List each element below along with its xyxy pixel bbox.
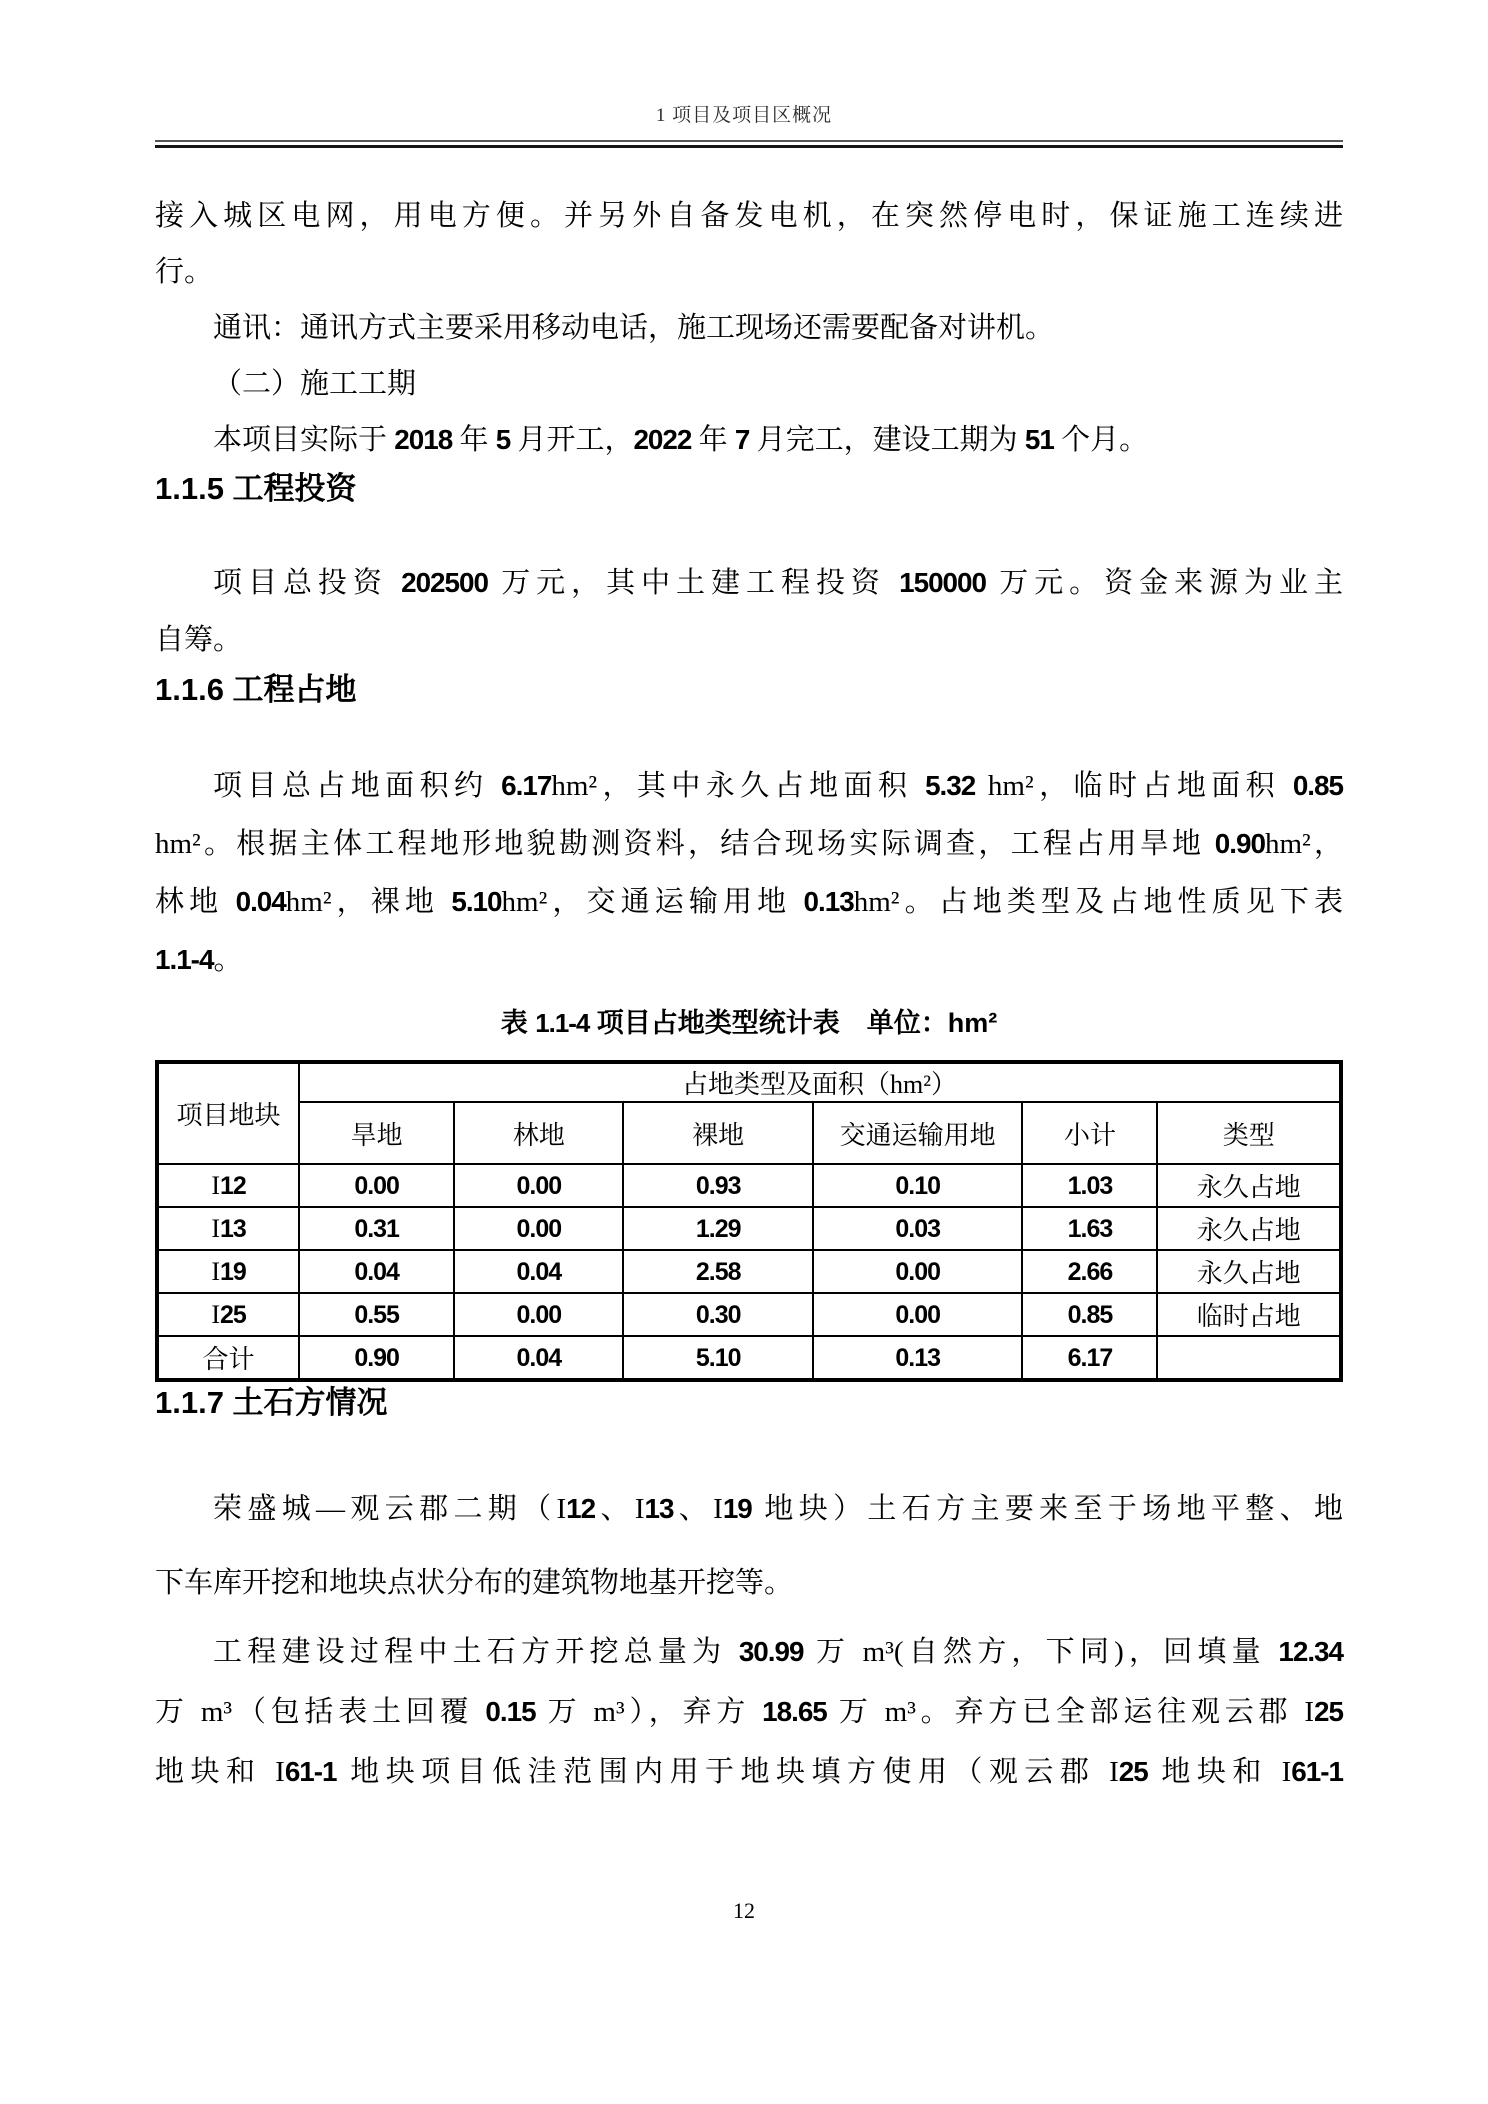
cell-forest: 0.00 — [454, 1293, 623, 1336]
cell-transport: 0.00 — [813, 1250, 1023, 1293]
cell-plot: I12 — [157, 1164, 299, 1207]
paragraph-land-occupation — [155, 757, 1343, 989]
text-line: 接入城区电网，用电方便。并另外自备发电机，在突然停电时，保证施工连续进 — [155, 200, 1343, 232]
cell-subtotal: 1.03 — [1022, 1164, 1157, 1207]
cell-plot: I25 — [157, 1293, 299, 1336]
text-line: 自筹。 — [155, 624, 243, 656]
table-row-i19 — [157, 1250, 1341, 1293]
text-line: 下车库开挖和地块点状分布的建筑物地基开挖等。 — [155, 1567, 794, 1599]
header-cell-dryland: 旱地 — [299, 1102, 454, 1164]
paragraph-investment — [155, 554, 1343, 669]
text-line-communication: 通讯：通讯方式主要采用移动电话，施工现场还需要配备对讲机。 — [213, 312, 1055, 344]
running-head-title: 1 项目及项目区概况 — [655, 105, 833, 126]
header-cell-subtotal: 小计 — [1022, 1102, 1157, 1164]
header-cell-bareland: 裸地 — [623, 1102, 812, 1164]
cell-dryland: 0.04 — [299, 1250, 454, 1293]
cell-transport: 0.10 — [813, 1164, 1023, 1207]
text-line: 地块和 I61-1 地块项目低洼范围内用于地块填方使用（观云郡 I25 地块和 I61-1 — [155, 1756, 1343, 1788]
cell-forest: 0.00 — [454, 1164, 623, 1207]
text-line-construction-period-label: （二）施工工期 — [213, 368, 417, 400]
table-header-row-1 — [157, 1062, 1341, 1102]
cell-dryland: 0.55 — [299, 1293, 454, 1336]
cell-plot: 合计 — [157, 1336, 299, 1380]
cell-type: 永久占地 — [1157, 1164, 1341, 1207]
table-row-i13 — [157, 1207, 1341, 1250]
header-cell-plot: 项目地块 — [157, 1062, 299, 1164]
table-row-i12 — [157, 1164, 1341, 1207]
header-cell-type: 类型 — [1157, 1102, 1341, 1164]
text-line: 项目总投资 202500 万元，其中土建工程投资 150000 万元。资金来源为业主 — [213, 567, 1343, 599]
table-caption: 表 1.1-4 项目占地类型统计表 单位：hm² — [500, 1008, 998, 1038]
table-row-total — [157, 1336, 1341, 1380]
cell-forest: 0.04 — [454, 1250, 623, 1293]
text-line: 万 m³（包括表土回覆 0.15 万 m³），弃方 18.65 万 m³。弃方已全部运往观云郡 I25 — [155, 1696, 1343, 1728]
text-line: 行。 — [155, 256, 214, 288]
cell-bareland: 0.93 — [623, 1164, 812, 1207]
cell-plot: I19 — [157, 1250, 299, 1293]
paragraph-earthwork-volumes — [155, 1622, 1343, 1802]
cell-bareland: 5.10 — [623, 1336, 812, 1380]
cell-type: 永久占地 — [1157, 1207, 1341, 1250]
cell-bareland: 1.29 — [623, 1207, 812, 1250]
paragraph-earthwork-source — [155, 1472, 1343, 1620]
cell-type: 永久占地 — [1157, 1250, 1341, 1293]
text-line: hm²。根据主体工程地形地貌勘测资料，结合现场实际调查，工程占用旱地 0.90hm²， — [155, 828, 1343, 860]
text-line: 林地 0.04hm²，裸地 5.10hm²，交通运输用地 0.13hm²。占地类型及占地性质见下表 — [155, 886, 1343, 918]
cell-dryland: 0.00 — [299, 1164, 454, 1207]
cell-forest: 0.00 — [454, 1207, 623, 1250]
cell-transport: 0.13 — [813, 1336, 1023, 1380]
paragraph-construction-power — [155, 188, 1343, 468]
cell-type — [1157, 1336, 1341, 1380]
header-rule-wrap — [0, 140, 1488, 148]
cell-subtotal: 1.63 — [1022, 1207, 1157, 1250]
cell-subtotal: 2.66 — [1022, 1250, 1157, 1293]
section-heading-1-1-7: 1.1.7 土石方情况 — [155, 1385, 388, 1420]
text-line: 项目总占地面积约 6.17hm²，其中永久占地面积 5.32 hm²，临时占地面积 0.85 — [213, 770, 1343, 802]
header-cell-transport: 交通运输用地 — [813, 1102, 1023, 1164]
cell-transport: 0.03 — [813, 1207, 1023, 1250]
cell-dryland: 0.90 — [299, 1336, 454, 1380]
page-number: 12 — [733, 1898, 755, 1923]
text-line: 工程建设过程中土石方开挖总量为 30.99 万 m³(自然方，下同)，回填量 12.34 — [213, 1636, 1343, 1668]
text-line-construction-dates: 本项目实际于 2018 年 5 月开工，2022 年 7 月完工，建设工期为 51 个月。 — [213, 424, 1149, 456]
page-body — [0, 188, 1488, 1802]
header-cell-forest: 林地 — [454, 1102, 623, 1164]
cell-bareland: 2.58 — [623, 1250, 812, 1293]
section-heading-1-1-5: 1.1.5 工程投资 — [155, 471, 357, 506]
table-header-row-2 — [157, 1102, 1341, 1164]
cell-type: 临时占地 — [1157, 1293, 1341, 1336]
land-use-table — [155, 1060, 1343, 1382]
cell-dryland: 0.31 — [299, 1207, 454, 1250]
table-row-i25 — [157, 1293, 1341, 1336]
cell-plot: I13 — [157, 1207, 299, 1250]
text-line: 荣盛城—观云郡二期（I12、I13、I19 地块）土石方主要来至于场地平整、地 — [213, 1493, 1343, 1525]
text-line: 1.1-4。 — [155, 944, 243, 976]
page-header — [0, 0, 1488, 148]
header-cell-span: 占地类型及面积（hm²） — [299, 1062, 1341, 1102]
cell-bareland: 0.30 — [623, 1293, 812, 1336]
cell-subtotal: 6.17 — [1022, 1336, 1157, 1380]
header-rule — [155, 140, 1343, 148]
cell-transport: 0.00 — [813, 1293, 1023, 1336]
cell-subtotal: 0.85 — [1022, 1293, 1157, 1336]
cell-forest: 0.04 — [454, 1336, 623, 1380]
section-heading-1-1-6: 1.1.6 工程占地 — [155, 672, 357, 707]
